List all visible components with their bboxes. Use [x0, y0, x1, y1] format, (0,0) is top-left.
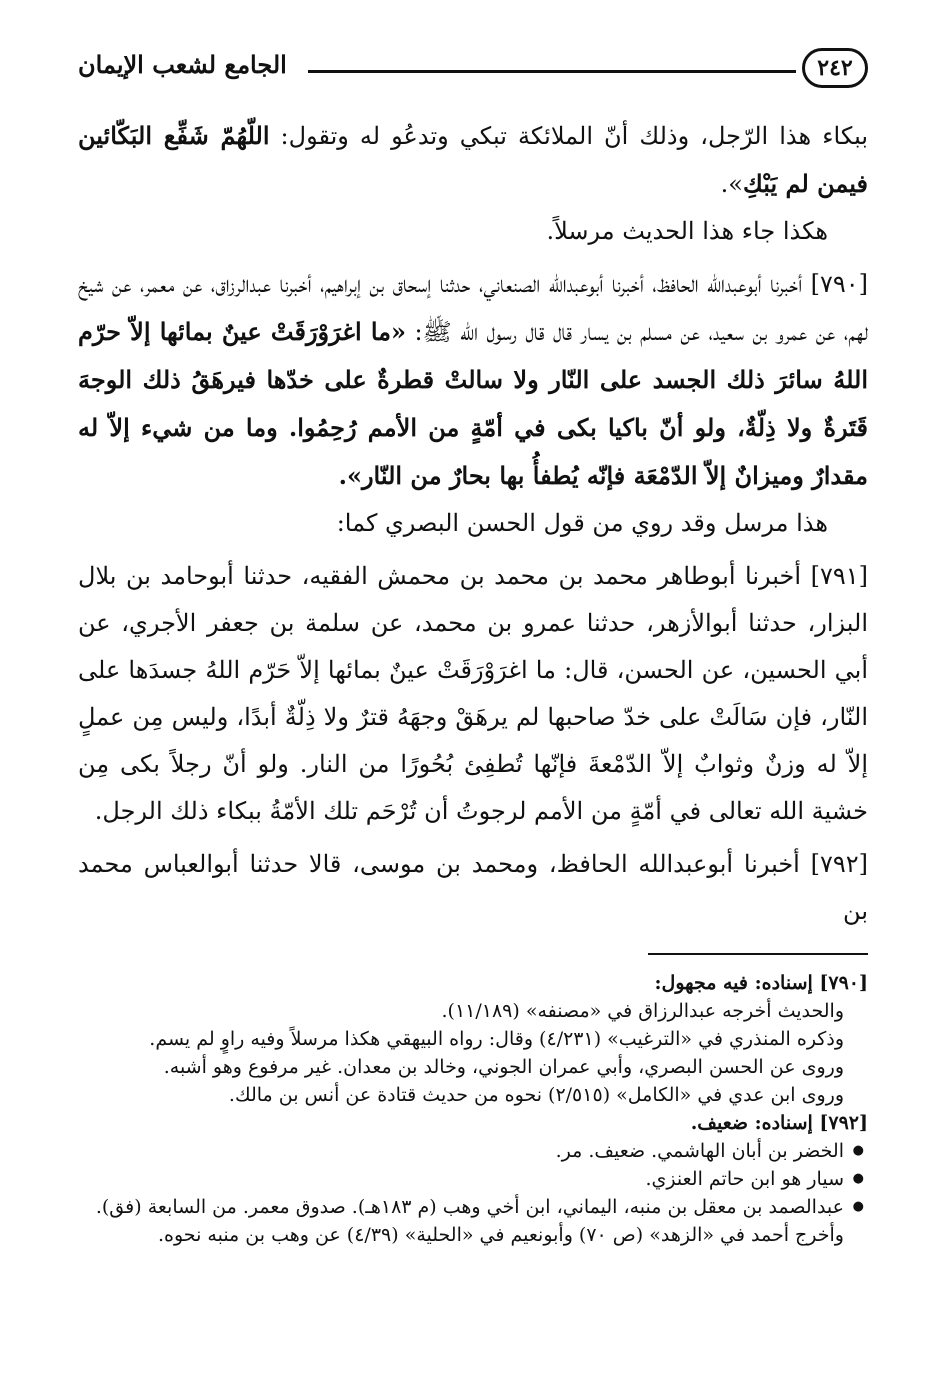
footnote-line: وأخرج أحمد في «الزهد» (ص ٧٠) وأبونعيم في «الحلية» (٤/٣٩) عن وهب بن منبه نحوه.: [158, 1224, 844, 1246]
header-rule: [308, 70, 796, 73]
paragraph-continuation: [78, 112, 868, 208]
running-title: الجامع لشعب الإيمان: [78, 50, 287, 79]
dua-quote: اللّهُمّ شَفِّع البَكّائين فيمن لم يَبْكِ: [78, 121, 868, 198]
hadith-790: [78, 261, 868, 500]
footnote-rule: [648, 953, 868, 955]
paragraph-hasan-note: هذا مرسل وقد روي من قول الحسن البصري كما:: [336, 509, 828, 537]
page-header: [78, 40, 868, 112]
footnote-line: والحديث أخرجه عبدالرزاق في «مصنفه» (١١/١٨٩).: [441, 1000, 844, 1022]
quote-close: ».: [720, 170, 743, 198]
footnote-bullet: ● سيار هو ابن حاتم العنزي.: [78, 1165, 868, 1193]
footnote-bullet: ● الخضر بن أبان الهاشمي. ضعيف. مر.: [78, 1137, 868, 1165]
hadith-790-isnad: [٧٩٠] أخبرنا أبوعبدالله الحافظ، أخبرنا أبوعبدالله الصنعاني، حدثنا إسحاق بن إبراهيم، أخبرنا عبدالرزاق، عن معمر، عن شيخ لهم، عن عمرو بن سعيد، عن مسلم بن يسار قال قال رسول الله ﷺ:: [78, 270, 868, 346]
paragraph-mursal-note: هكذا جاء هذا الحديث مرسلاً.: [546, 217, 828, 245]
main-text: [78, 112, 868, 935]
footnotes: [78, 969, 868, 1249]
page-number: ٢٤٢: [802, 48, 868, 88]
footnote-792-heading: [٧٩٢] إسناده: ضعيف.: [690, 1112, 868, 1134]
hadith-792: [٧٩٢] أخبرنا أبوعبدالله الحافظ، ومحمد بن موسى، قالا حدثنا أبوالعباس محمد بن: [78, 850, 868, 925]
paragraph-text: ببكاء هذا الرّجل، وذلك أنّ الملائكة تبكي وتدعُو له وتقول:: [269, 122, 868, 150]
footnote-line: وروى عن الحسن البصري، وأبي عمران الجوني، وخالد بن معدان. غير مرفوع وهو أشبه.: [163, 1056, 844, 1078]
hadith-791: [٧٩١] أخبرنا أبوطاهر محمد بن محمد بن محمش الفقيه، حدثنا أبوحامد بن بلال البزار، حدثنا أبوالأزهر، حدثنا عمرو بن محمد، عن سلمة بن جعفر الأجري، عن أبي الحسين، عن الحسن، قال: ما اغرَوْرَقَتْ عينٌ بمائها إلاّ حَرّم اللهُ جسدَها على النّار، فإن سَالَتْ على خدّ صاحبها لم يرهَقْ وجهَهُ قترٌ ولا ذِلّةٌ أبدًا، وليس مِن عملٍ إلاّ له وزنٌ وثوابٌ إلاّ الدّمْعةَ فإنّها تُطفِئ بُحُورًا من النار. ولو أنّ رجلاً بكى مِن خشية الله تعالى في أمّةٍ من الأمم لرجوتُ أن تُرْحَم تلك الأمّةُ ببكاء ذلك الرجل.: [78, 562, 869, 825]
footnote-bullet: ● عبدالصمد بن معقل بن منبه، اليماني، ابن أخي وهب (م ١٨٣هـ). صدوق معمر. من السابعة (فق).: [78, 1193, 868, 1221]
footnote-line: وروى ابن عدي في «الكامل» (٢/٥١٥) نحوه من حديث قتادة عن أنس بن مالك.: [228, 1084, 844, 1106]
footnote-line: وذكره المنذري في «الترغيب» (٤/٢٣١) وقال: رواه البيهقي هكذا مرسلاً وفيه راوٍ لم يسم.: [149, 1028, 844, 1050]
hadith-790-matn: «ما اغرَوْرَقَتْ عينٌ بمائها إلاّ حرّم اللهُ سائرَ ذلك الجسد على النّار ولا سالتْ قطرةٌ على خدّها فيرهَقُ ذلك الوجهَ قَتَرةٌ ولا ذِلّةٌ، ولو أنّ باكيا بكى في أمّةٍ من الأمم رُحِمُوا. وما من شيء إلاّ له مقدارٌ وميزانٌ إلاّ الدّمْعَة فإنّه يُطفأُ بها بحارٌ من النّار».: [78, 317, 868, 490]
footnote-790-heading: [٧٩٠] إسناده: فيه مجهول:: [654, 972, 868, 994]
